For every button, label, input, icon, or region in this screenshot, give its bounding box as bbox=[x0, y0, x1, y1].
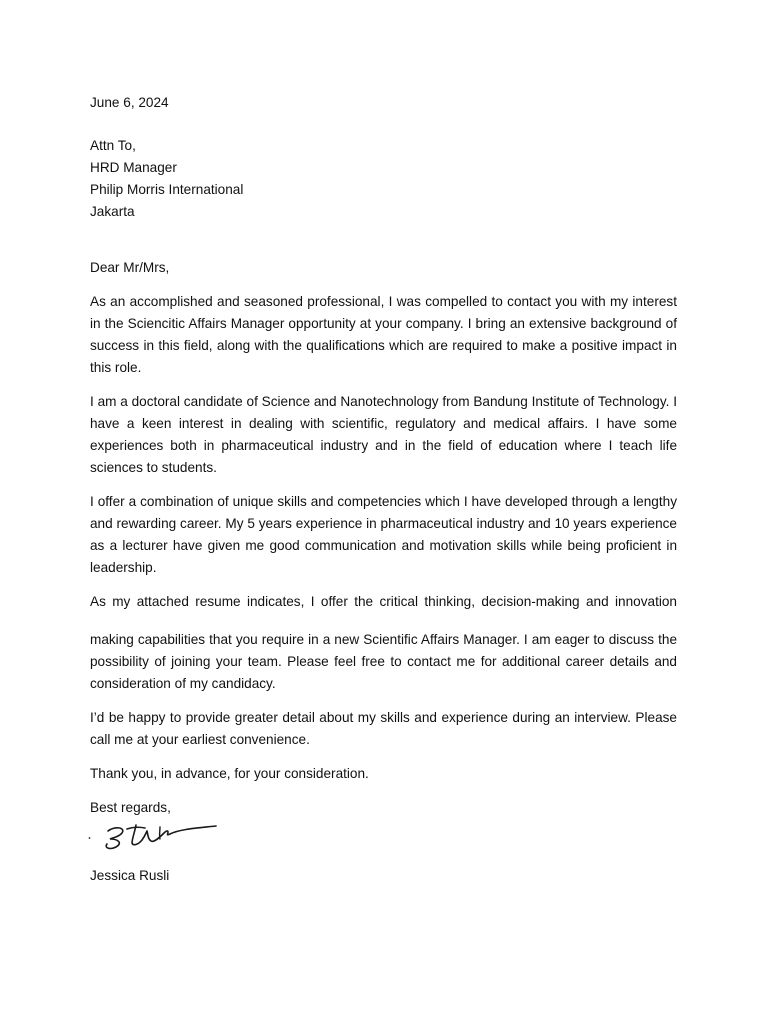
recipient-city: Jakarta bbox=[90, 204, 135, 219]
body-paragraph: I am a doctoral candidate of Science and Nanotechnology from Bandung Institute of Technology. I have a keen interest in dealing with scientific, regulatory and medical affairs. I have some experiences both in pharmaceutical industry and in the field of education where I teach life sciences to students. bbox=[90, 394, 677, 475]
body-paragraph: Thank you, in advance, for your consideration. bbox=[90, 766, 369, 781]
body-paragraph: I offer a combination of unique skills and competencies which I have developed through a lengthy and rewarding career. My 5 years experience in pharmaceutical industry and 10 years experience as a lecturer have given me good communication and motivation skills while being proficient in leadership. bbox=[90, 494, 677, 575]
body-paragraph: making capabilities that you require in a new Scientific Affairs Manager. I am eager to discuss the possibility of joining your team. Please feel free to contact me for additional career details and consideration of my candidacy. bbox=[90, 632, 677, 691]
salutation: Dear Mr/Mrs, bbox=[90, 260, 170, 275]
body-paragraph: As an accomplished and seasoned professional, I was compelled to contact you with my interest in the Sciencitic Affairs Manager opportunity at your company. I bring an extensive background of success in this field, along with the qualifications which are required to make a positive impact in this role. bbox=[90, 294, 677, 375]
signature-image bbox=[90, 815, 677, 865]
closing: Best regards, bbox=[90, 800, 171, 815]
letter-page bbox=[90, 92, 677, 887]
recipient-attn: Attn To, bbox=[90, 138, 136, 153]
body-paragraph: I’d be happy to provide greater detail about my skills and experience during an interview. Please call me at your earliest convenience. bbox=[90, 710, 677, 747]
recipient-title: HRD Manager bbox=[90, 160, 177, 175]
body-paragraph: As my attached resume indicates, I offer the critical thinking, decision-making and innovation bbox=[90, 594, 677, 609]
recipient-block bbox=[90, 135, 677, 223]
recipient-company: Philip Morris International bbox=[90, 182, 244, 197]
signer-name: Jessica Rusli bbox=[90, 868, 170, 883]
letter-date: June 6, 2024 bbox=[90, 95, 169, 110]
signature-scribble bbox=[88, 815, 228, 855]
